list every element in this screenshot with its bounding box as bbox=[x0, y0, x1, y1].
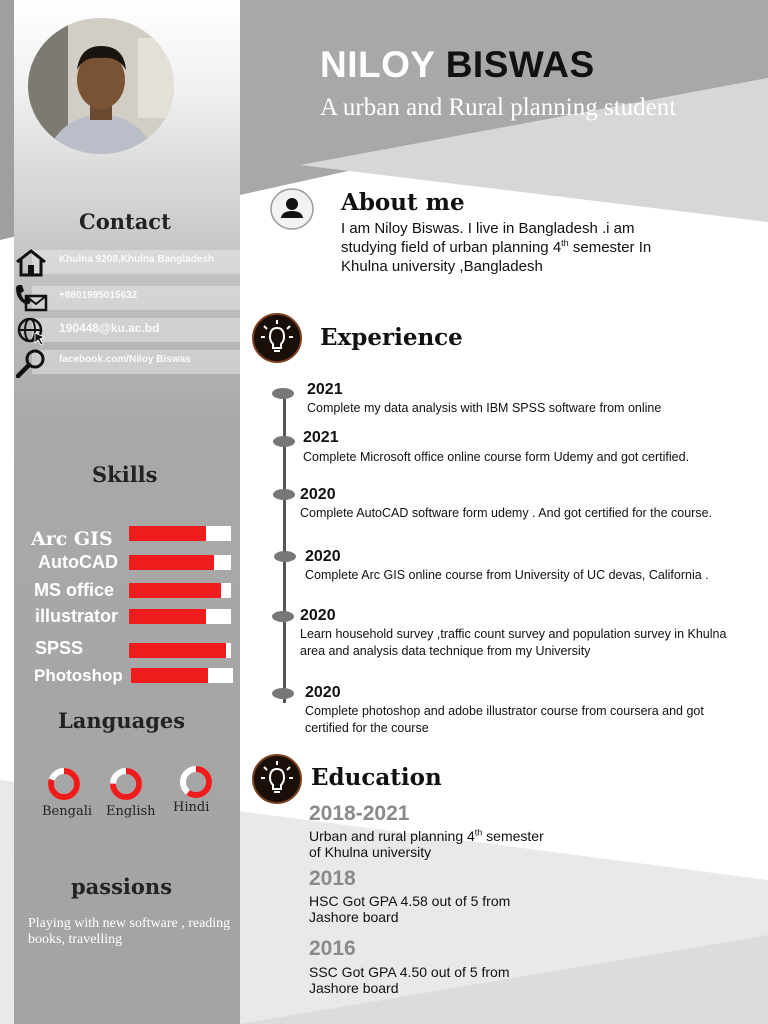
skill-bar-arcgis bbox=[129, 526, 231, 541]
skill-fill-msoffice bbox=[129, 583, 221, 598]
passions-text: Playing with new software , reading books, travelling bbox=[28, 916, 231, 947]
skill-fill-autocad bbox=[129, 555, 214, 570]
experience-text-2: Complete Microsoft office online course form Udemy and got certified. bbox=[303, 450, 690, 464]
home-icon bbox=[14, 248, 48, 278]
experience-year-5: 2020 bbox=[300, 607, 336, 624]
person-icon bbox=[270, 188, 314, 230]
skill-bar-autocad bbox=[129, 555, 231, 570]
skill-label-autocad: AutoCAD bbox=[38, 552, 118, 572]
skill-fill-spss bbox=[129, 643, 226, 658]
education-year-1: 2018-2021 bbox=[309, 802, 410, 825]
search-icon bbox=[14, 348, 48, 378]
profile-photo bbox=[28, 18, 174, 154]
skill-fill-arcgis bbox=[129, 526, 206, 541]
profile-name bbox=[320, 44, 595, 86]
experience-year-2: 2021 bbox=[303, 429, 339, 446]
education-text-3: SSC Got GPA 4.50 out of 5 from Jashore board bbox=[309, 964, 510, 996]
lightbulb-icon bbox=[252, 313, 302, 363]
timeline-dot bbox=[273, 489, 295, 500]
language-ring-bengali bbox=[46, 766, 82, 802]
contact-title: Contact bbox=[79, 209, 171, 234]
last-name: BISWAS bbox=[445, 44, 595, 85]
lightbulb-icon bbox=[252, 754, 302, 804]
contact-facebook-text: facebook.com/Niloy Biswas bbox=[59, 354, 191, 365]
phone-mail-icon bbox=[14, 284, 48, 314]
timeline-dot bbox=[272, 688, 294, 699]
about-title: About me bbox=[341, 189, 465, 216]
experience-year-6: 2020 bbox=[305, 684, 341, 701]
timeline-dot bbox=[274, 551, 296, 562]
skill-fill-photoshop bbox=[131, 668, 208, 683]
profile-subtitle: A urban and Rural planning student bbox=[320, 94, 677, 121]
language-label-english: English bbox=[106, 804, 156, 819]
experience-text-4: Complete Arc GIS online course from University of UC devas, California . bbox=[305, 568, 709, 582]
skill-bar-spss bbox=[129, 643, 231, 658]
contact-phone-text: +8801995015632 bbox=[59, 290, 138, 301]
skill-label-msoffice: MS office bbox=[34, 580, 115, 600]
experience-title: Experience bbox=[320, 324, 463, 351]
passions-title: passions bbox=[71, 874, 173, 899]
skill-fill-illustrator bbox=[129, 609, 206, 624]
skill-bar-msoffice bbox=[129, 583, 231, 598]
contact-address-text: Khulna 9208,Khulna Bangladesh bbox=[59, 254, 215, 265]
skill-label-illustrator: illustrator bbox=[35, 606, 119, 626]
education-year-2: 2018 bbox=[309, 867, 356, 890]
skill-label-photoshop: Photoshop bbox=[34, 666, 123, 685]
sidebar bbox=[14, 0, 240, 1024]
first-name: NILOY bbox=[320, 44, 435, 85]
education-text-1: Urban and rural planning 4th semester of Khulna university bbox=[309, 827, 544, 860]
skill-label-spss: SPSS bbox=[35, 638, 84, 658]
experience-year-4: 2020 bbox=[305, 548, 341, 565]
globe-icon bbox=[14, 316, 48, 346]
experience-text-6: Complete photoshop and adobe illustrator course from coursera and got certified for the course bbox=[305, 704, 704, 735]
language-label-hindi: Hindi bbox=[173, 800, 210, 815]
skill-bar-photoshop bbox=[131, 668, 233, 683]
experience-text-3: Complete AutoCAD software form udemy . And got certified for the course. bbox=[300, 506, 712, 520]
experience-text-5: Learn household survey ,traffic count survey and population survey in Khulna area and analysis data technique from my University bbox=[300, 627, 727, 658]
language-ring-hindi bbox=[178, 764, 214, 800]
skills-title: Skills bbox=[92, 462, 158, 487]
timeline-dot bbox=[272, 388, 294, 399]
contact-email-text: 190448@ku.ac.bd bbox=[59, 321, 160, 335]
languages-title: Languages bbox=[58, 708, 186, 733]
timeline-dot bbox=[272, 611, 294, 622]
experience-year-3: 2020 bbox=[300, 486, 336, 503]
experience-text-1: Complete my data analysis with IBM SPSS software from online bbox=[307, 401, 662, 415]
language-ring-english bbox=[108, 766, 144, 802]
experience-year-1: 2021 bbox=[307, 381, 343, 398]
skill-bar-illustrator bbox=[129, 609, 231, 624]
about-text: I am Niloy Biswas. I live in Bangladesh .i am studying field of urban planning 4th semester In Khulna university ,Bangladesh bbox=[341, 220, 652, 275]
skill-label-arcgis: Arc GIS bbox=[31, 528, 113, 550]
language-label-bengali: Bengali bbox=[42, 804, 93, 819]
education-text-2: HSC Got GPA 4.58 out of 5 from Jashore board bbox=[309, 893, 511, 925]
timeline-dot bbox=[273, 436, 295, 447]
education-year-3: 2016 bbox=[309, 937, 356, 960]
education-title: Education bbox=[311, 764, 442, 791]
